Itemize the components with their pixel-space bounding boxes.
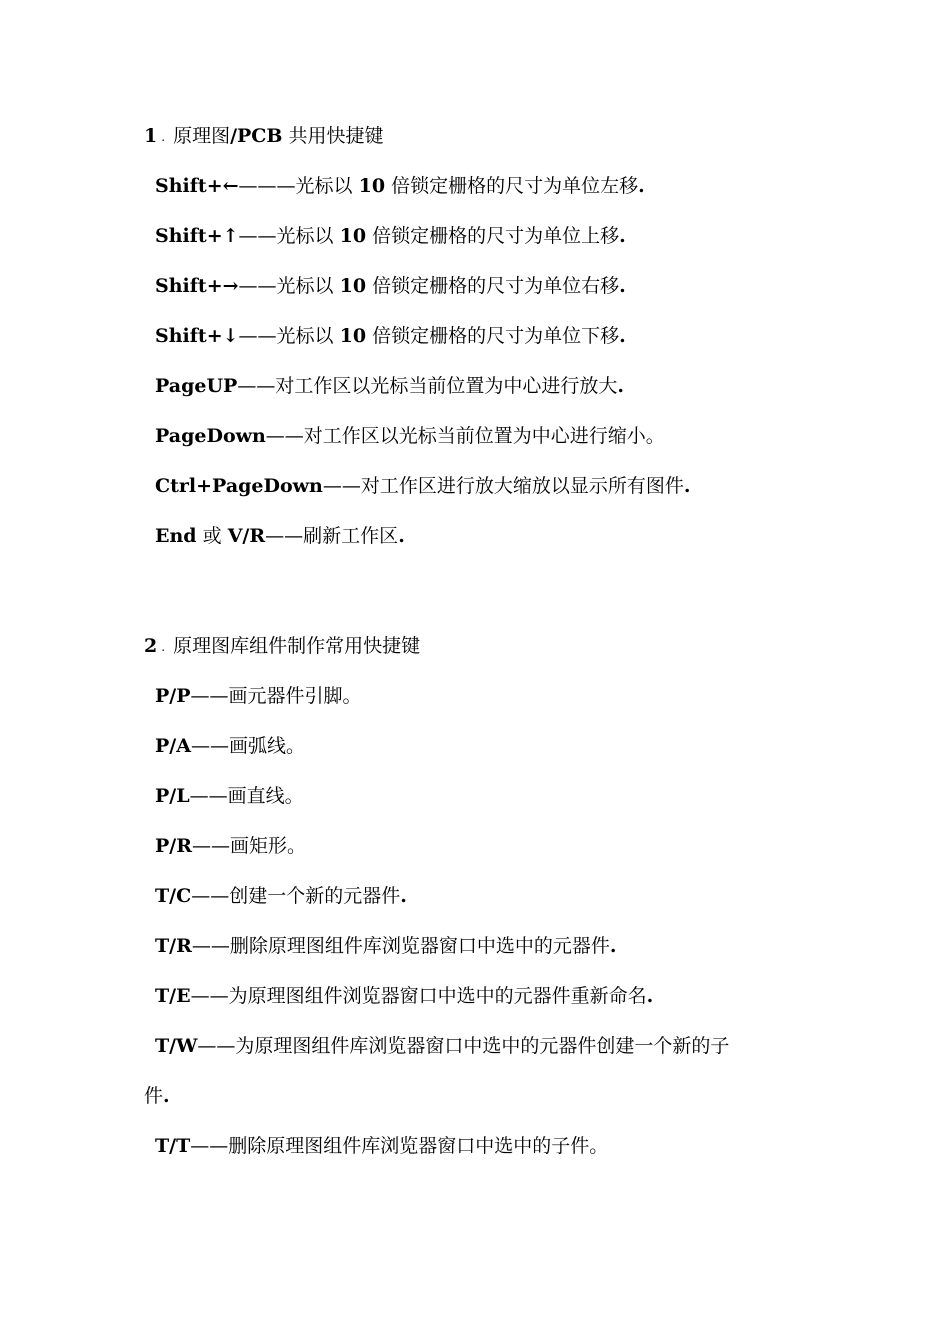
shortcut-item — [144, 372, 824, 400]
description: 光标以 — [295, 175, 359, 197]
shortcut-key: T/R — [155, 935, 192, 957]
period: . — [619, 275, 626, 297]
heading-bold-text: /PCB — [230, 125, 283, 147]
section-library-shortcuts — [144, 632, 824, 1182]
description: 创建一个新的元器件 — [229, 885, 401, 907]
description: 画直线。 — [227, 785, 304, 807]
description: 画矩形。 — [230, 835, 307, 857]
shortcut-key: Shift+← — [155, 175, 239, 197]
description: 倍锁定栅格的尺寸为单位左移 — [385, 175, 639, 197]
description: 为原理图组件浏览器窗口中选中的元器件重新命名 — [228, 985, 647, 1007]
description-continued: 件 — [144, 1085, 164, 1107]
heading-text: 原理图 — [173, 125, 231, 147]
dash: —— — [190, 735, 229, 757]
period: . — [638, 175, 645, 197]
shortcut-item — [144, 222, 824, 250]
period: . — [646, 985, 654, 1007]
shortcut-key: Shift+↑ — [155, 225, 239, 247]
description: 画元器件引脚。 — [228, 685, 362, 707]
section-separator: . — [161, 130, 166, 144]
dash: —— — [238, 275, 277, 297]
dash: —— — [190, 1135, 229, 1157]
shortcut-item — [144, 832, 824, 860]
connector-text: 或 — [196, 525, 228, 547]
shortcut-key: End — [155, 525, 197, 547]
description: 对工作区以光标当前位置为中心进行缩小。 — [303, 425, 665, 447]
description: 画弧线。 — [228, 735, 305, 757]
dash: —— — [238, 325, 277, 347]
shortcut-key: T/T — [155, 1135, 191, 1157]
dash: —— — [191, 885, 230, 907]
shortcut-item — [144, 782, 824, 810]
shortcut-item — [144, 682, 824, 710]
description: 倍锁定栅格的尺寸为单位上移 — [366, 225, 620, 247]
shortcut-item — [144, 172, 824, 200]
section-1-heading — [144, 122, 824, 150]
dash: —— — [191, 935, 230, 957]
shortcut-item — [144, 732, 824, 760]
shortcut-key: PageUP — [155, 375, 238, 397]
period: . — [400, 885, 407, 907]
period: . — [683, 475, 691, 497]
shortcut-key: T/W — [155, 1035, 198, 1057]
section-2-heading — [144, 632, 824, 660]
number: 10 — [339, 225, 367, 247]
period: . — [617, 375, 624, 397]
period: . — [619, 225, 626, 247]
heading-text: 原理图库组件制作常用快捷键 — [173, 635, 421, 657]
section-number: 1 — [144, 125, 158, 147]
dash: —— — [265, 525, 304, 547]
heading-text: 共用快捷键 — [282, 125, 384, 147]
section-number: 2 — [144, 635, 158, 657]
shortcut-key: P/P — [155, 685, 191, 707]
period: . — [619, 325, 626, 347]
description: 对工作区以光标当前位置为中心进行放大 — [275, 375, 618, 397]
description: 删除原理图组件库浏览器窗口中选中的元器件 — [229, 935, 610, 957]
dash: —— — [189, 785, 228, 807]
shortcut-key: T/C — [155, 885, 192, 907]
section-pcb-shortcuts — [144, 122, 824, 572]
dash: —— — [197, 1035, 236, 1057]
period: . — [609, 935, 617, 957]
shortcut-key: V/R — [227, 525, 266, 547]
section-separator: . — [161, 640, 166, 654]
description: 光标以 — [276, 325, 340, 347]
description: 光标以 — [276, 225, 340, 247]
item-first-line — [155, 1021, 824, 1071]
shortcut-key: Ctrl+PageDown — [155, 475, 323, 497]
shortcut-key: T/E — [155, 985, 191, 1007]
shortcut-key: P/A — [155, 735, 191, 757]
number: 10 — [339, 325, 367, 347]
number: 10 — [339, 275, 367, 297]
shortcut-key: P/R — [155, 835, 193, 857]
description: 光标以 — [276, 275, 340, 297]
description: 对工作区进行放大缩放以显示所有图件 — [360, 475, 684, 497]
shortcut-item — [144, 472, 824, 500]
shortcut-item — [144, 322, 824, 350]
item-continuation — [144, 1071, 824, 1121]
period: . — [398, 525, 405, 547]
dash: —— — [237, 375, 276, 397]
dash: —— — [192, 835, 231, 857]
description: 为原理图组件库浏览器窗口中选中的元器件创建一个新的子 — [235, 1035, 730, 1057]
description: 倍锁定栅格的尺寸为单位右移 — [366, 275, 620, 297]
period: . — [163, 1085, 170, 1107]
dash: —— — [265, 425, 304, 447]
description: 倍锁定栅格的尺寸为单位下移 — [366, 325, 620, 347]
dash: —— — [322, 475, 361, 497]
shortcut-item — [144, 422, 824, 450]
shortcut-item — [144, 932, 824, 960]
shortcut-item — [144, 522, 824, 550]
shortcut-key: Shift+↓ — [155, 325, 239, 347]
shortcut-item — [144, 982, 824, 1010]
shortcut-item — [144, 1021, 824, 1121]
description: 删除原理图组件库浏览器窗口中选中的子件。 — [228, 1135, 609, 1157]
shortcut-key: P/L — [155, 785, 190, 807]
shortcut-key: PageDown — [155, 425, 266, 447]
description: 刷新工作区 — [303, 525, 399, 547]
number: 10 — [358, 175, 386, 197]
dash: —— — [190, 685, 229, 707]
shortcut-item — [144, 1132, 824, 1160]
dash: —— — [190, 985, 229, 1007]
shortcut-item — [144, 882, 824, 910]
shortcut-item — [144, 272, 824, 300]
shortcut-key: Shift+→ — [155, 275, 239, 297]
dash: ——— — [238, 175, 296, 197]
dash: —— — [238, 225, 277, 247]
